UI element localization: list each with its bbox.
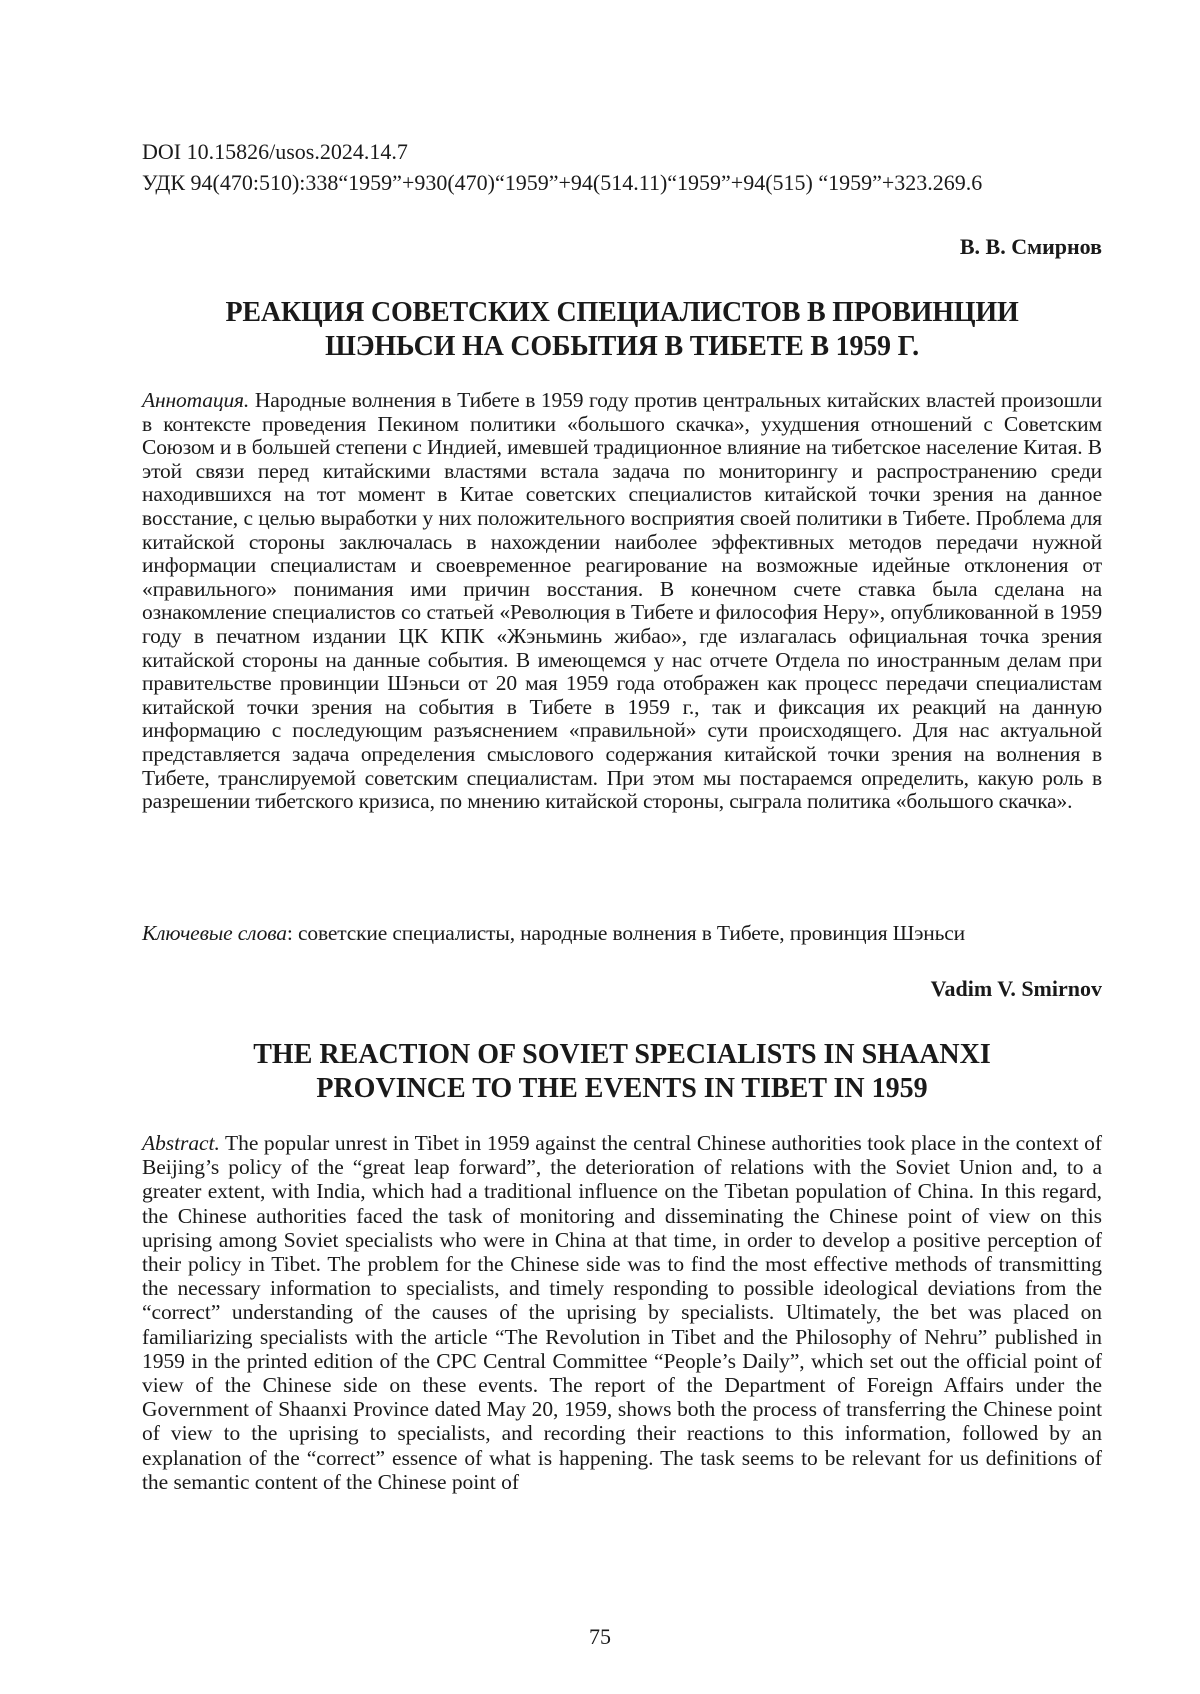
abstract-en-label: Abstract. bbox=[142, 1131, 220, 1155]
author-en: Vadim V. Smirnov bbox=[930, 976, 1102, 1001]
keywords-ru bbox=[142, 921, 1102, 945]
keywords-ru-label: Ключевые слова bbox=[142, 921, 287, 945]
title-en-line-1: THE REACTION OF SOVIET SPECIALISTS IN SHAANXI bbox=[253, 1039, 991, 1070]
title-ru-line-1: РЕАКЦИЯ СОВЕТСКИХ СПЕЦИАЛИСТОВ В ПРОВИНЦИИ bbox=[225, 297, 1019, 328]
title-en-line-2: PROVINCE TO THE EVENTS IN TIBET IN 1959 bbox=[316, 1073, 928, 1104]
abstract-en-text: The popular unrest in Tibet in 1959 against the central Chinese authorities took place in the context of Beijing’s policy of the “great leap forward”, the deterioration of relations with the Soviet Union and, to a greater extent, with India, which had a traditional influence on the Tibetan population of China. In this regard, the Chinese authorities faced the task of monitoring and disseminating the Chinese point of view on this uprising among Soviet specialists who were in China at that time, in order to develop a positive perception of their policy in Tibet. The problem for the Chinese side was to find the most effective methods of transmitting the necessary information to specialists, and timely responding to possible ideological deviations from the “correct” understanding of the causes of the uprising by specialists. Ultimately, the bet was placed on familiarizing specialists with the article “The Revolution in Tibet and the Philosophy of Nehru” published in 1959 in the printed edition of the CPC Central Committee “People’s Daily”, which set out the official point of view of the Chinese side on these events. The report of the Department of Foreign Affairs under the Government of Shaanxi Province dated May 20, 1959, shows both the process of transferring the Chinese point of view to the uprising to specialists, and recording their reactions to this information, followed by an explanation of the “correct” essence of what is happening. The task seems to be relevant for us definitions of the semantic content of the Chinese point of bbox=[142, 1131, 1102, 1494]
title-ru-line-2: ШЭНЬСИ НА СОБЫТИЯ В ТИБЕТЕ В 1959 Г. bbox=[325, 331, 919, 362]
title-en bbox=[142, 1038, 1102, 1106]
abstract-ru-label: Аннотация. bbox=[142, 388, 250, 412]
udk-code: УДК 94(470:510):338“1959”+930(470)“1959”+94(514.11)“1959”+94(515) “1959”+323.269.6 bbox=[142, 170, 983, 195]
abstract-ru bbox=[142, 389, 1102, 814]
author-ru: В. В. Смирнов bbox=[959, 234, 1102, 259]
keywords-ru-text: : советские специалисты, народные волнения в Тибете, провинция Шэньси bbox=[286, 921, 966, 945]
doi[interactable]: DOI 10.15826/usos.2024.14.7 bbox=[142, 139, 408, 164]
abstract-en bbox=[142, 1131, 1102, 1494]
article-metadata bbox=[142, 136, 1102, 198]
page-number: 75 bbox=[589, 1624, 611, 1649]
abstract-ru-text: Народные волнения в Тибете в 1959 году против центральных китайских властей произошли в контексте проведения Пекином политики «большого скачка», ухудшения отношений с Советским Союзом и в большей степени с Индией, имевшей традиционное влияние на тибетское население Китая. В этой связи перед китайскими властями встала задача по мониторингу и распространению среди находившихся на тот момент в Китае советских специалистов китайской точки зрения на данное восстание, с целью выработки у них положительного восприятия своей политики в Тибете. Проблема для китайской стороны заключалась в нахождении наиболее эффективных методов передачи нужной информации специалистам и своевременное реагирование на возможные идейные отклонения от «правильного» понимания ими причин восстания. В конечном счете ставка была сделана на ознакомление специалистов со статьей «Революция в Тибете и философия Неру», опубликованной в 1959 году в печатном издании ЦК КПК «Жэньминь жибао», где излагалась официальная точка зрения китайской стороны на данные события. В имеющемся у нас отчете Отдела по иностранным делам при правительстве провинции Шэньси от 20 мая 1959 года отображен как процесс передачи специалистам китайской точки зрения на события в Тибете в 1959 г., так и фиксация их реакций на данную информацию с последующим разъяснением «правильной» сути происходящего. Для нас актуальной представляется задача определения смыслового содержания китайской точки зрения на волнения в Тибете, транслируемой советским специалистам. При этом мы постараемся определить, какую роль в разрешении тибетского кризиса, по мнению китайской стороны, сыграла политика «большого скачка». bbox=[142, 388, 1102, 814]
title-ru bbox=[142, 296, 1102, 364]
